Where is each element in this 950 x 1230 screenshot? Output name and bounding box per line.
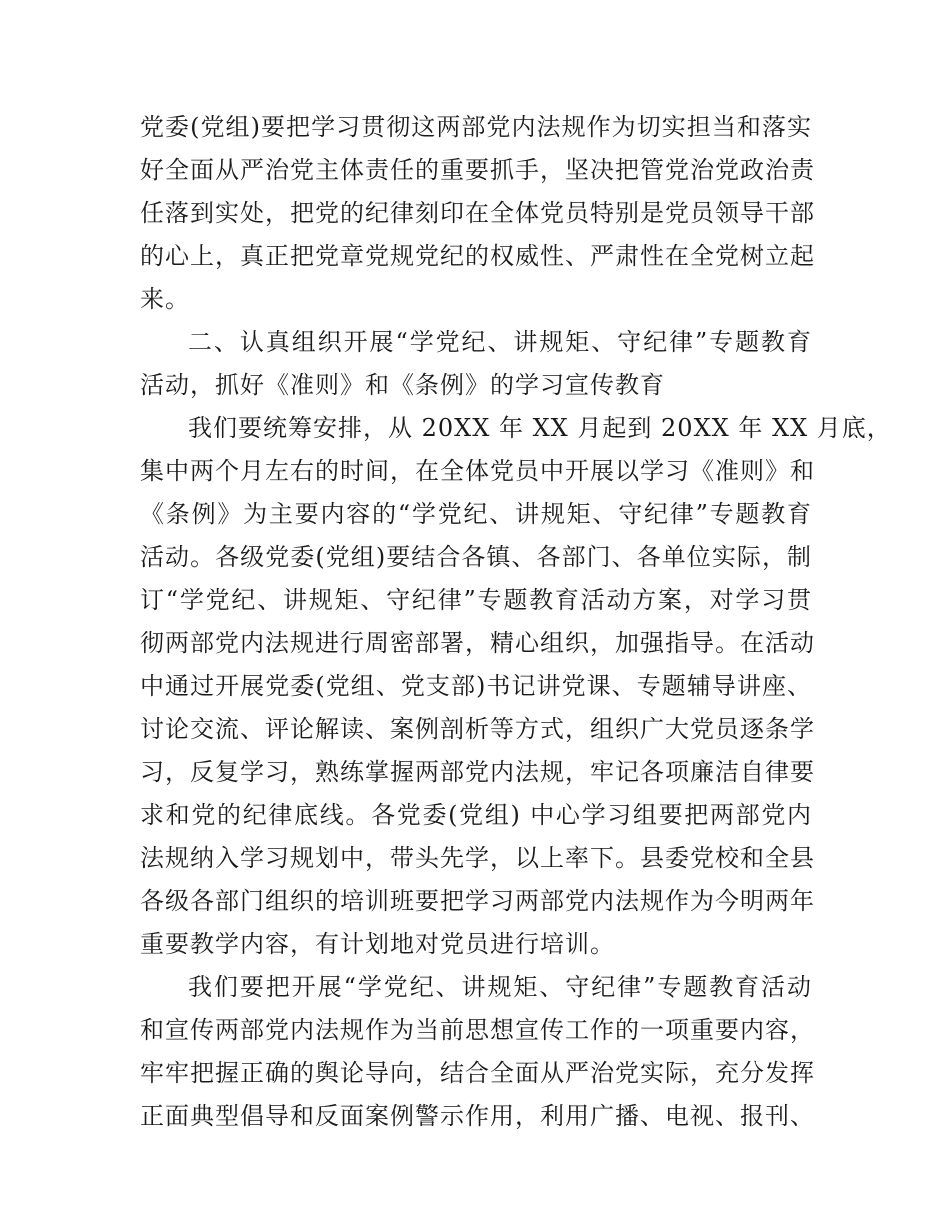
text-line: 彻两部党内法规进行周密部署，精心组织，加强指导。在活动 — [140, 629, 815, 657]
heading-line: 活动，抓好《准则》和《条例》的学习宣传教育 — [140, 371, 665, 399]
text-line: 党委(党组)要把学习贯彻这两部党内法规作为切实担当和落实 — [140, 113, 812, 141]
heading-line: 二、认真组织开展“学党纪、讲规矩、守纪律”专题教育 — [188, 328, 812, 356]
text-line: 和宣传两部党内法规作为当前思想宣传工作的一项重要内容， — [140, 1016, 815, 1044]
text-line: 我们要把开展“学党纪、讲规矩、守纪律”专题教育活动 — [188, 973, 812, 1001]
text-line: 集中两个月左右的时间，在全体党员中开展以学习《准则》和 — [140, 457, 815, 485]
text-line: 求和党的纪律底线。各党委(党组) 中心学习组要把两部党内 — [140, 801, 812, 829]
text-line: 任落到实处，把党的纪律刻印在全体党员特别是党员领导干部 — [140, 199, 815, 227]
text-line: 正面典型倡导和反面案例警示作用，利用广播、电视、报刊、 — [140, 1102, 815, 1130]
text-line: 牢牢把握正确的舆论导向，结合全面从严治党实际，充分发挥 — [140, 1059, 815, 1087]
text-line: 讨论交流、评论解读、案例剖析等方式，组织广大党员逐条学 — [140, 715, 815, 743]
paragraph-4 — [140, 966, 815, 1138]
text-line: 的心上，真正把党章党规党纪的权威性、严肃性在全党树立起 — [140, 242, 815, 270]
text-line: 活动。各级党委(党组)要结合各镇、各部门、各单位实际，制 — [140, 543, 812, 571]
document-body — [140, 106, 892, 1138]
text-line: 重要教学内容，有计划地对党员进行培训。 — [140, 930, 615, 958]
text-line: 习，反复学习，熟练掌握两部党内法规，牢记各项廉洁自律要 — [140, 758, 815, 786]
section-heading-2 — [140, 321, 812, 407]
text-line: 《条例》为主要内容的“学党纪、讲规矩、守纪律”专题教育 — [140, 500, 812, 528]
text-line: 各级各部门组织的培训班要把学习两部党内法规作为今明两年 — [140, 887, 815, 915]
text-line: 法规纳入学习规划中，带头先学，以上率下。县委党校和全县 — [140, 844, 815, 872]
text-line: 来。 — [140, 285, 190, 313]
paragraph-3 — [140, 407, 892, 966]
paragraph-1 — [140, 106, 815, 321]
text-line: 中通过开展党委(党组、党支部)书记讲党课、专题辅导讲座、 — [140, 672, 812, 700]
text-line: 好全面从严治党主体责任的重要抓手，坚决把管党治党政治责 — [140, 156, 815, 184]
text-line: 我们要统筹安排，从 20XX 年 XX 月起到 20XX 年 XX 月底， — [188, 414, 892, 442]
text-line: 订“学党纪、讲规矩、守纪律”专题教育活动方案，对学习贯 — [140, 586, 812, 614]
